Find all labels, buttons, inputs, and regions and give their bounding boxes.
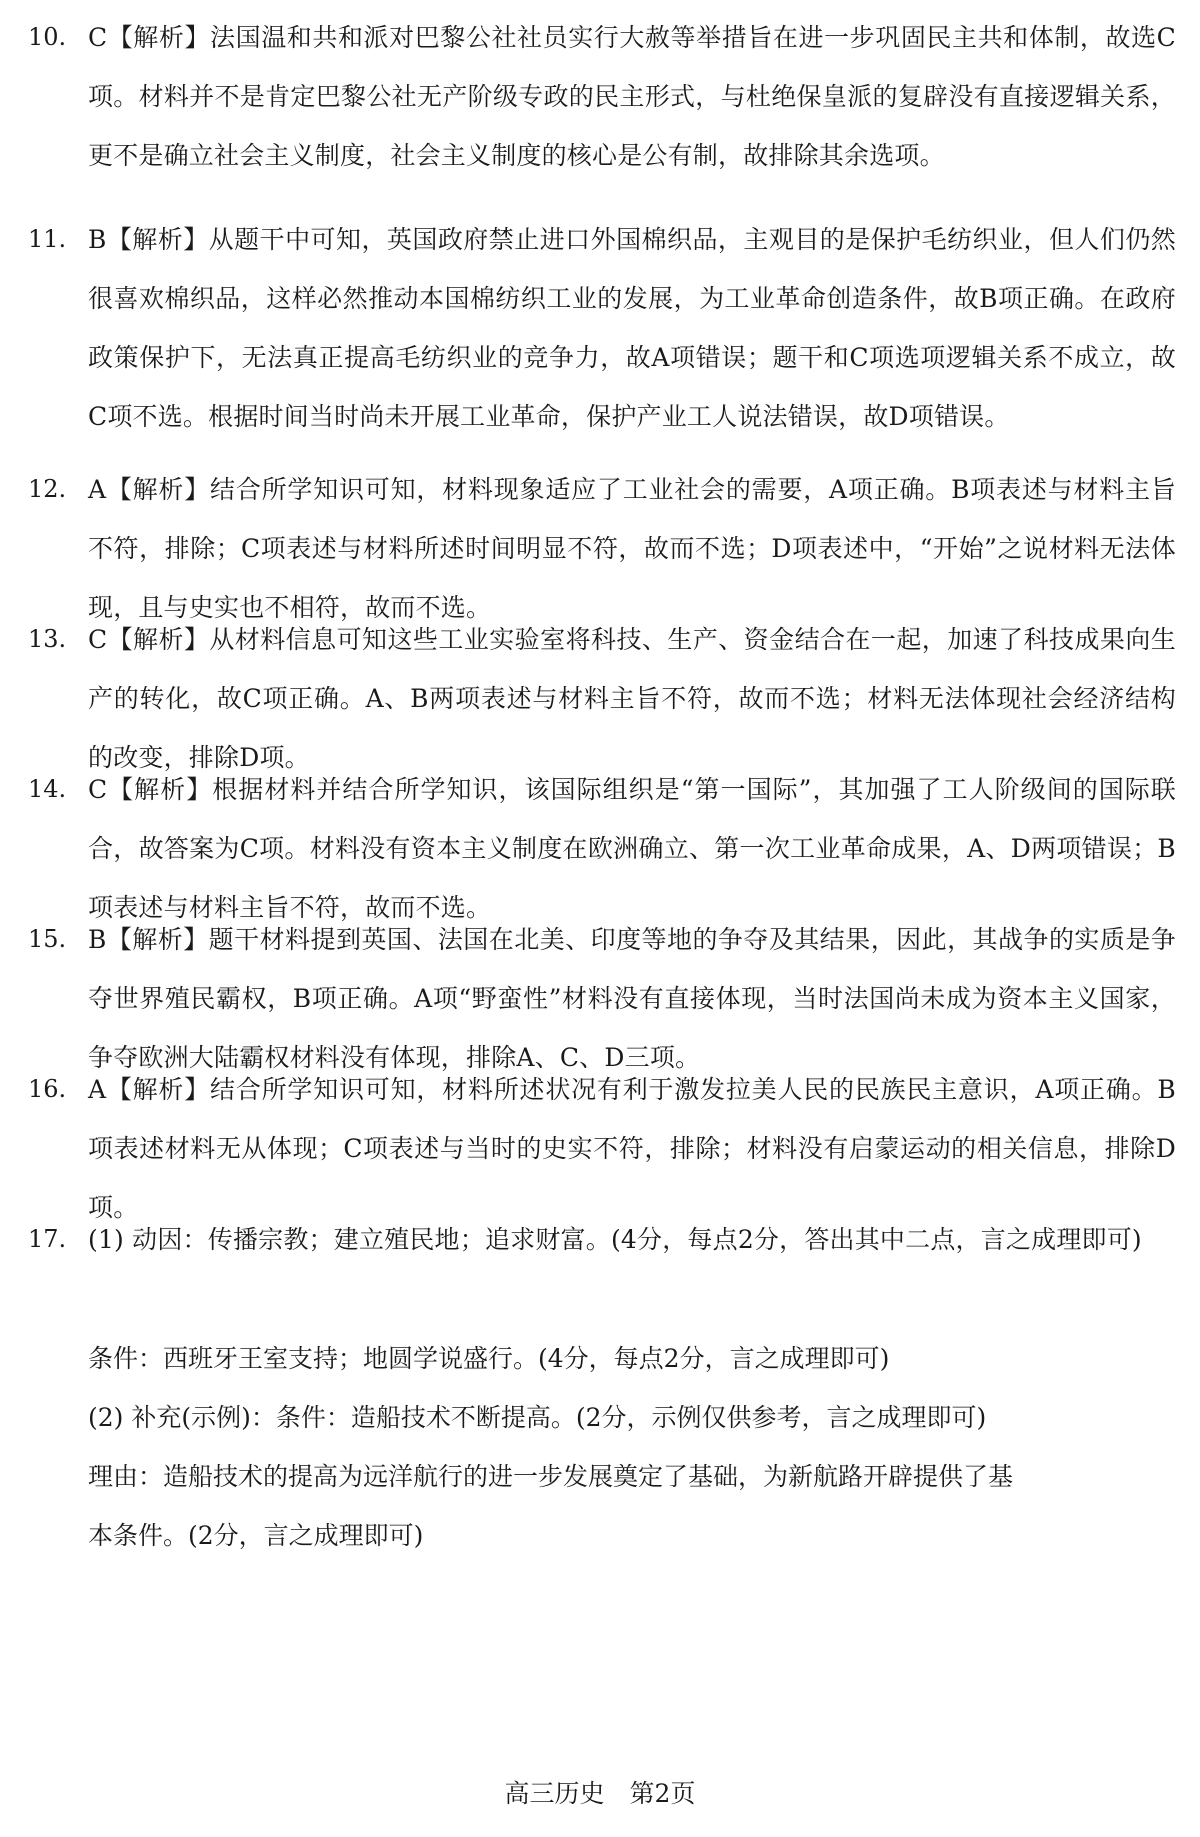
q17-supplement-line: (2) 补充(示例)：条件：造船技术不断提高。(2分，示例仅供参考，言之成理即可) [88, 1403, 987, 1432]
page-footer: 高三历史 第2页 [504, 1779, 696, 1808]
q17-condition-line: 条件：西班牙王室支持；地圆学说盛行。(4分，每点2分，言之成理即可) [88, 1344, 890, 1373]
q17-reason-line: 理由：造船技术的提高为远洋航行的进一步发展奠定了基础，为新航路开辟提供了基 [88, 1462, 1014, 1491]
item-number: 13. [28, 625, 67, 653]
item-explanation: B【解析】题干材料提到英国、法国在北美、印度等地的争夺及其结果，因此，其战争的实质是争夺世界殖民霸权，B项正确。A项“野蛮性”材料没有直接体现，当时法国尚未成为资本主义国家，争夺欧洲大陆霸权材料没有体现，排除A、C、D三项。 [88, 925, 1176, 1072]
item-explanation: C【解析】法国温和共和派对巴黎公社社员实行大赦等举措旨在进一步巩固民主共和体制，故选C项。材料并不是肯定巴黎公社无产阶级专政的民主形式，与杜绝保皇派的复辟没有直接逻辑关系，更不是确立社会主义制度，社会主义制度的核心是公有制，故排除其余选项。 [88, 23, 1176, 170]
item-explanation: C【解析】根据材料并结合所学知识，该国际组织是“第一国际”，其加强了工人阶级间的国际联合，故答案为C项。材料没有资本主义制度在欧洲确立、第一次工业革命成果，A、D两项错误；B项表述与材料主旨不符，故而不选。 [88, 775, 1176, 922]
answer-item-10 [28, 8, 1176, 185]
item-number: 14. [28, 775, 67, 803]
item-explanation: C【解析】从材料信息可知这些工业实验室将科技、生产、资金结合在一起，加速了科技成果向生产的转化，故C项正确。A、B两项表述与材料主旨不符，故而不选；材料无法体现社会经济结构的改变，排除D项。 [88, 625, 1176, 772]
answer-item-17 [28, 1210, 1176, 1269]
item-explanation: B【解析】从题干中可知，英国政府禁止进口外国棉织品，主观目的是保护毛纺织业，但人们仍然很喜欢棉织品，这样必然推动本国棉纺织工业的发展，为工业革命创造条件，故B项正确。在政府政策保护下，无法真正提高毛纺织业的竞争力，故A项错误；题干和C项选项逻辑关系不成立，故C项不选。根据时间当时尚未开展工业革命，保护产业工人说法错误，故D项错误。 [88, 225, 1176, 431]
item-explanation: A【解析】结合所学知识可知，材料现象适应了工业社会的需要，A项正确。B项表述与材料主旨不符，排除；C项表述与材料所述时间明显不符，故而不选；D项表述中，“开始”之说材料无法体现，且与史实也不相符，故而不选。 [88, 475, 1176, 622]
item-number: 10. [28, 23, 67, 51]
item-number: 12. [28, 475, 67, 503]
item-explanation: (1) 动因：传播宗教；建立殖民地；追求财富。(4分，每点2分，答出其中二点，言之成理即可) [88, 1225, 1142, 1254]
answer-item-11 [28, 210, 1176, 446]
item-number: 17. [28, 1225, 67, 1253]
item-number: 16. [28, 1075, 67, 1103]
item-number: 15. [28, 925, 67, 953]
q17-reason-line-cont: 本条件。(2分，言之成理即可) [88, 1521, 424, 1550]
item-explanation: A【解析】结合所学知识可知，材料所述状况有利于激发拉美人民的民族民主意识，A项正确。B项表述材料无从体现；C项表述与当时的史实不符，排除；材料没有启蒙运动的相关信息，排除D项。 [88, 1075, 1176, 1222]
item-number: 11. [28, 225, 67, 253]
